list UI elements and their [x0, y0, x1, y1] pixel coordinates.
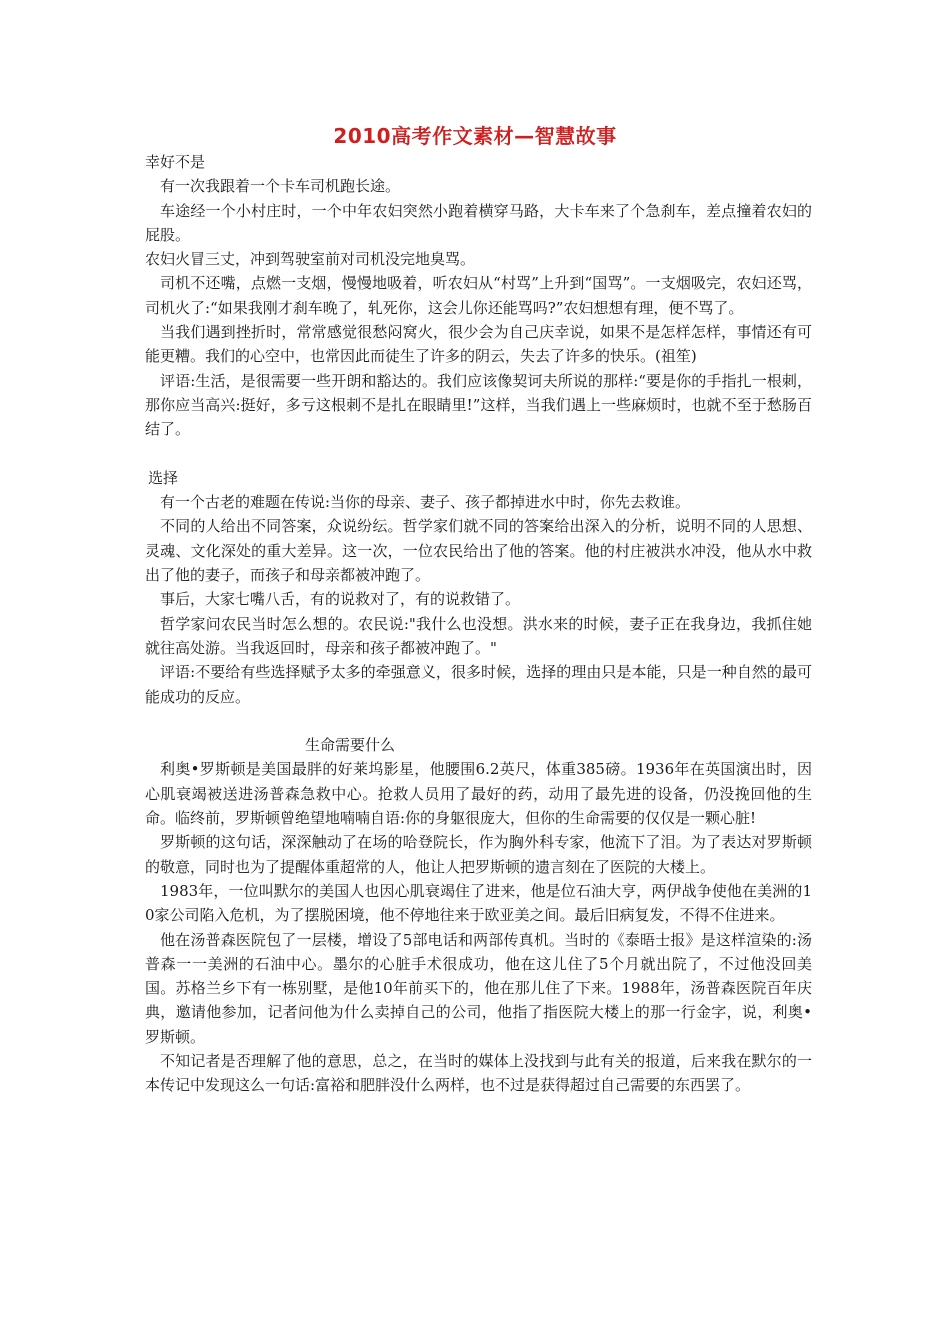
paragraph: 1983年，一位叫默尔的美国人也因心肌衰竭住了进来，他是位石油大亨，两伊战争使他在美洲的10家公司陷入危机，为了摆脱困境，他不停地往来于欧亚美之间。最后旧病复发，不得不住进来。: [145, 881, 812, 925]
section-heading: 生命需要什么: [305, 736, 396, 755]
spacer: [145, 709, 812, 733]
paragraph: 车途经一个小村庄时，一个中年农妇突然小跑着横穿马路，大卡车来了个急刹车，差点撞着农妇的屁股。: [145, 201, 812, 244]
paragraph: 评语:生活，是很需要一些开朗和豁达的。我们应该像契诃夫所说的那样:“要是你的手指扎一根刺，那你应当高兴:挺好，多亏这根刺不是扎在眼睛里!”这样，当我们遇上一些麻烦时，也就不至于愁肠百结了。: [145, 371, 812, 439]
paragraph: 评语:不要给有些选择赋予太多的牵强意义，很多时候，选择的理由只是本能，只是一种自然的最可能成功的反应。: [145, 663, 812, 706]
document-title: 2010高考作文素材—智慧故事: [333, 124, 617, 148]
paragraph: 司机不还嘴，点燃一支烟，慢慢地吸着，听农妇从“村骂”上升到“国骂”。一支烟吸完，农妇还骂，司机火了:“如果我刚才刹车晚了，轧死你，这会儿你还能骂吗?”农妇想想有理，便不骂了。: [145, 274, 812, 317]
document-body: [145, 150, 812, 1098]
paragraph: 事后，大家七嘴八舌，有的说救对了，有的说救错了。: [160, 590, 521, 609]
paragraph: 当我们遇到挫折时，常常感觉很愁闷窝火，很少会为自己庆幸说，如果不是怎样怎样，事情还有可能更糟。我们的心空中，也常因此而徒生了许多的阴云，失去了许多的快乐。(祖笙): [145, 323, 812, 366]
paragraph: 有一次我跟着一个卡车司机跑长途。: [160, 177, 401, 196]
section-heading: 选择: [148, 468, 179, 487]
spacer: [145, 442, 812, 466]
paragraph: 农妇火冒三丈，冲到驾驶室前对司机没完地臭骂。: [145, 250, 476, 269]
paragraph: 利奥•罗斯顿是美国最胖的好莱坞影星，他腰围6.2英尺，体重385磅。1936年在英国演出时，因心肌衰竭被送进汤普森急救中心。抢救人员用了最好的药，动用了最先进的设备，仍没挽回他的生命。临终前，罗斯顿曾绝望地喃喃自语:你的身躯很庞大，但你的生命需要的仅仅是一颗心脏!: [145, 760, 812, 828]
paragraph: 不同的人给出不同答案，众说纷纭。哲学家们就不同的答案给出深入的分析，说明不同的人思想、灵魂、文化深处的重大差异。这一次，一位农民给出了他的答案。他的村庄被洪水冲没，他从水中救出了他的妻子，而孩子和母亲都被冲跑了。: [145, 517, 812, 585]
paragraph: 罗斯顿的这句话，深深触动了在场的哈登院长，作为胸外科专家，他流下了泪。为了表达对罗斯顿的敬意，同时也为了提醒体重超常的人，他让人把罗斯顿的遗言刻在了医院的大楼上。: [145, 833, 812, 876]
paragraph: 有一个古老的难题在传说:当你的母亲、妻子、孩子都掉进水中时，你先去救谁。: [160, 493, 691, 512]
paragraph: 哲学家问农民当时怎么想的。农民说:"我什么也没想。洪水来的时候，妻子正在我身边，我抓住她就往高处游。当我返回时，母亲和孩子都被冲跑了。": [145, 614, 812, 657]
section-heading: 幸好不是: [145, 153, 206, 171]
paragraph: 他在汤普森医院包了一层楼，增设了5部电话和两部传真机。当时的《泰晤士报》是这样渲染的:汤普森一一美洲的石油中心。墨尔的心脏手术很成功，他在这儿住了5个月就出院了，不过他没回美国。苏格兰乡下有一栋别墅，是他10年前买下的，他在那儿住了下来。1988年，汤普森医院百年庆典，邀请他参加，记者问他为什么卖掉自己的公司，他指了指医院大楼上的那一行金字，说，利奥•罗斯顿。: [145, 930, 812, 1046]
paragraph: 不知记者是否理解了他的意思，总之，在当时的媒体上没找到与此有关的报道，后来我在默尔的一本传记中发现这么一句话:富裕和肥胖没什么两样，也不过是获得超过自己需要的东西罢了。: [145, 1051, 812, 1095]
